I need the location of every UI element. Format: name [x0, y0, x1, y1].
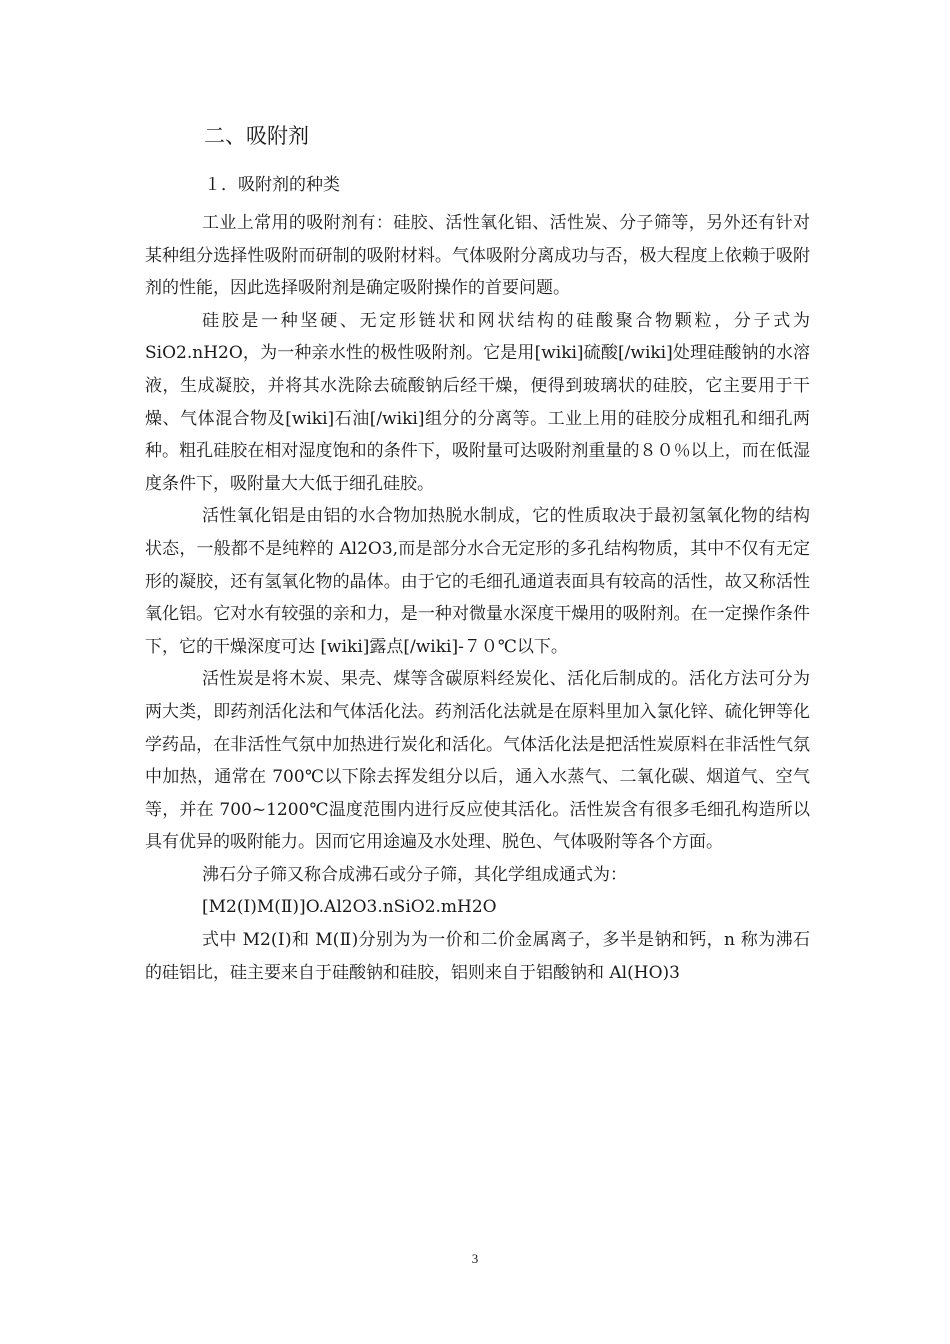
paragraph-activated-alumina: 活性氧化铝是由铝的水合物加热脱水制成，它的性质取决于最初氢氧化物的结构状态，一般都不是纯粹的 Al2O3,而是部分水合无定形的多孔结构物质，其中不仅有无定形的凝胶，还有氢氧化物的晶体。由于它的毛细孔通道表面具有较高的活性，故又称活性氧化铝。它对水有较强的亲和力，是一种对微量水深度干燥用的吸附剂。在一定操作条件下，它的干燥深度可达 [wiki]露点[/wiki]-７０℃以下。: [145, 506, 810, 657]
body-text: [145, 207, 810, 989]
page-number: 3: [471, 1251, 479, 1266]
paragraph-silica-gel: 硅胶是一种坚硬、无定形链状和网状结构的硅酸聚合物颗粒，分子式为SiO2.nH2O，为一种亲水性的极性吸附剂。它是用[wiki]硫酸[/wiki]处理硅酸钠的水溶液，生成凝胶，并将其水洗除去硫酸钠后经干燥，便得到玻璃状的硅胶，它主要用于干燥、气体混合物及[wiki]石油[/wiki]组分的分离等。工业上用的硅胶分成粗孔和细孔两种。粗孔硅胶在相对湿度饱和的条件下，吸附量可达吸附剂重量的８０％以上，而在低湿度条件下，吸附量大大低于细孔硅胶。: [145, 310, 810, 494]
paragraph-zeolite-formula: [M2(Ⅰ)M(Ⅱ)]O.Al2O3.nSiO2.mH2O: [202, 897, 497, 918]
paragraph-zeolite-intro: 沸石分子筛又称合成沸石或分子筛，其化学组成通式为：: [202, 864, 627, 885]
paragraph-adsorbent-overview: 工业上常用的吸附剂有：硅胶、活性氧化铝、活性炭、分子筛等，另外还有针对某种组分选择性吸附而研制的吸附材料。气体吸附分离成功与否，极大程度上依赖于吸附剂的性能，因此选择吸附剂是确定吸附操作的首要问题。: [145, 213, 810, 299]
section-heading: 二、吸附剂: [204, 124, 309, 148]
paragraph-zeolite-explanation: 式中 M2(Ⅰ)和 M(Ⅱ)分别为为一价和二价金属离子，多半是钠和钙，n 称为沸石的硅铝比，硅主要来自于硅酸钠和硅胶，铝则来自于铝酸钠和 Al(HO)3: [145, 930, 810, 983]
paragraph-activated-carbon: 活性炭是将木炭、果壳、煤等含碳原料经炭化、活化后制成的。活化方法可分为两大类，即药剂活化法和气体活化法。药剂活化法就是在原料里加入氯化锌、硫化钾等化学药品，在非活性气氛中加热进行炭化和活化。气体活化法是把活性炭原料在非活性气氛中加热，通常在 700℃以下除去挥发组分以后，通入水蒸气、二氧化碳、烟道气、空气等，并在 700~1200℃温度范围内进行反应使其活化。活性炭含有很多毛细孔构造所以具有优异的吸附能力。因而它用途遍及水处理、脱色、气体吸附等各个方面。: [145, 669, 810, 853]
subsection-heading: １．吸附剂的种类: [204, 175, 340, 195]
